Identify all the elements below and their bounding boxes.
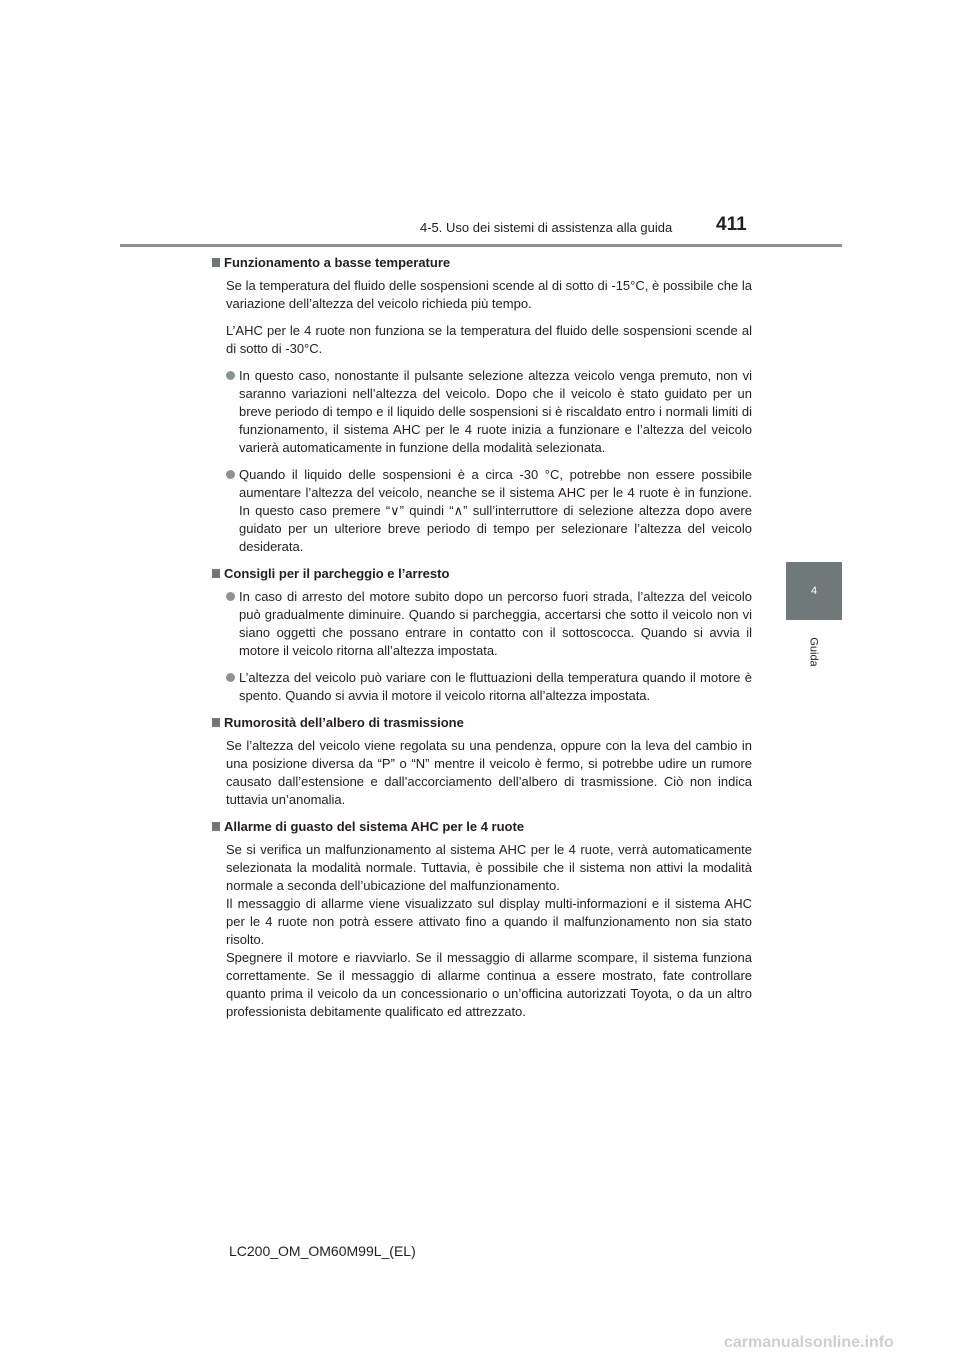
square-bullet-icon <box>212 569 220 578</box>
square-bullet-icon <box>212 258 220 267</box>
section-low-temperature <box>212 254 752 556</box>
section-heading-text: Rumorosità dell’albero di trasmissione <box>224 715 464 730</box>
circle-bullet-icon <box>226 592 235 601</box>
paragraph: Se l’altezza del veicolo viene regolata su una pendenza, oppure con la leva del cambio in una posizione diversa da “P” o “N” mentre il veicolo è fermo, si potrebbe udire un rumore causato dall’estensione e dall’accorciamento dell’albero di trasmissione. Ciò non indica tuttavia un’anomalia. <box>226 738 752 807</box>
square-bullet-icon <box>212 822 220 831</box>
section-heading <box>212 565 752 583</box>
paragraph: Se la temperatura del fluido delle sospensioni scende al di sotto di -15°C, è possibile che la variazione dell’altezza del veicolo richieda più tempo. <box>226 278 752 311</box>
list-item <box>226 367 752 457</box>
page-number: 411 <box>716 214 747 235</box>
watermark: carmanualsonline.info <box>724 1334 894 1351</box>
section-heading <box>212 714 752 732</box>
chapter-label-text: Guida <box>807 637 820 667</box>
header-divider <box>120 244 842 247</box>
document-code: LC200_OM_OM60M99L_(EL) <box>229 1243 416 1259</box>
section-heading <box>212 254 752 272</box>
section-title: 4-5. Uso dei sistemi di assistenza alla guida <box>420 220 673 235</box>
list-item-text: L’altezza del veicolo può variare con le fluttuazioni della temperatura quando il motore è spento. Quando si avvia il motore il veicolo ritorna all’altezza impostata. <box>239 670 752 703</box>
list-item-text: In questo caso, nonostante il pulsante selezione altezza veicolo venga premuto, non vi saranno variazioni nell’altezza del veicolo. Dopo che il veicolo è stato guidato per un breve periodo di tempo e il liquido delle sospensioni si è riscaldato entro i normali limiti di funzionamento, il sistema AHC per le 4 ruote inizia a funzionare e l’altezza del veicolo varierà automaticamente in funzione della modalità selezionata. <box>239 368 752 455</box>
list-item-text: In caso di arresto del motore subito dopo un percorso fuori strada, l’altezza del veicolo può gradualmente diminuire. Quando si parcheggia, accertarsi che sotto il veicolo non vi siano oggetti che possano entrare in contatto con il sottoscocca. Quando si avvia il motore il veicolo ritorna all’altezza impostata. <box>239 589 752 658</box>
square-bullet-icon <box>212 718 220 727</box>
circle-bullet-icon <box>226 371 235 380</box>
circle-bullet-icon <box>226 470 235 479</box>
section-parking-stopping <box>212 565 752 705</box>
list-item-text: Quando il liquido delle sospensioni è a circa -30 °C, potrebbe non essere possibile aumentare l’altezza del veicolo, neanche se il sistema AHC per le 4 ruote è in funzione. In questo caso premere “∨” quindi “∧” sull’interruttore di selezione altezza dopo avere guidato per un ulteriore breve periodo di tempo per selezionare l’altezza del veicolo desiderata. <box>239 467 752 554</box>
section-heading <box>212 818 752 836</box>
main-content <box>212 254 752 1030</box>
section-ahc-warning <box>212 818 752 1021</box>
circle-bullet-icon <box>226 673 235 682</box>
list-item <box>226 669 752 705</box>
paragraph: Se si verifica un malfunzionamento al sistema AHC per le 4 ruote, verrà automaticamente selezionata la modalità normale. Tuttavia, è possibile che il sistema non attivi la modalità normale a seconda dell’ubicazione del malfunzionamento. Il messaggio di allarme viene visualizzato sul display multi-informazioni e il sistema AHC per le 4 ruote non potrà essere attivato fino a quando il malfunzionamento non sia stato risolto. Spegnere il motore e riavviarlo. Se il messaggio di allarme scompare, il sistema funziona correttamente. Se il messaggio di allarme continua a essere mostrato, fate controllare quanto prima il veicolo da un concessionario o un’officina autorizzati Toyota, o da un altro professionista debitamente qualificato ed attrezzato. <box>226 842 752 1019</box>
chapter-tab: 4 <box>786 562 842 620</box>
section-heading-text: Allarme di guasto del sistema AHC per le 4 ruote <box>224 819 525 834</box>
paragraph: L’AHC per le 4 ruote non funziona se la temperatura del fluido delle sospensioni scende al di sotto di -30°C. <box>226 323 752 356</box>
list-item <box>226 466 752 556</box>
chapter-label <box>784 632 844 672</box>
section-driveshaft-noise <box>212 714 752 809</box>
section-heading-text: Funzionamento a basse temperature <box>224 255 451 270</box>
list-item <box>226 588 752 660</box>
section-heading-text: Consigli per il parcheggio e l’arresto <box>224 566 450 581</box>
